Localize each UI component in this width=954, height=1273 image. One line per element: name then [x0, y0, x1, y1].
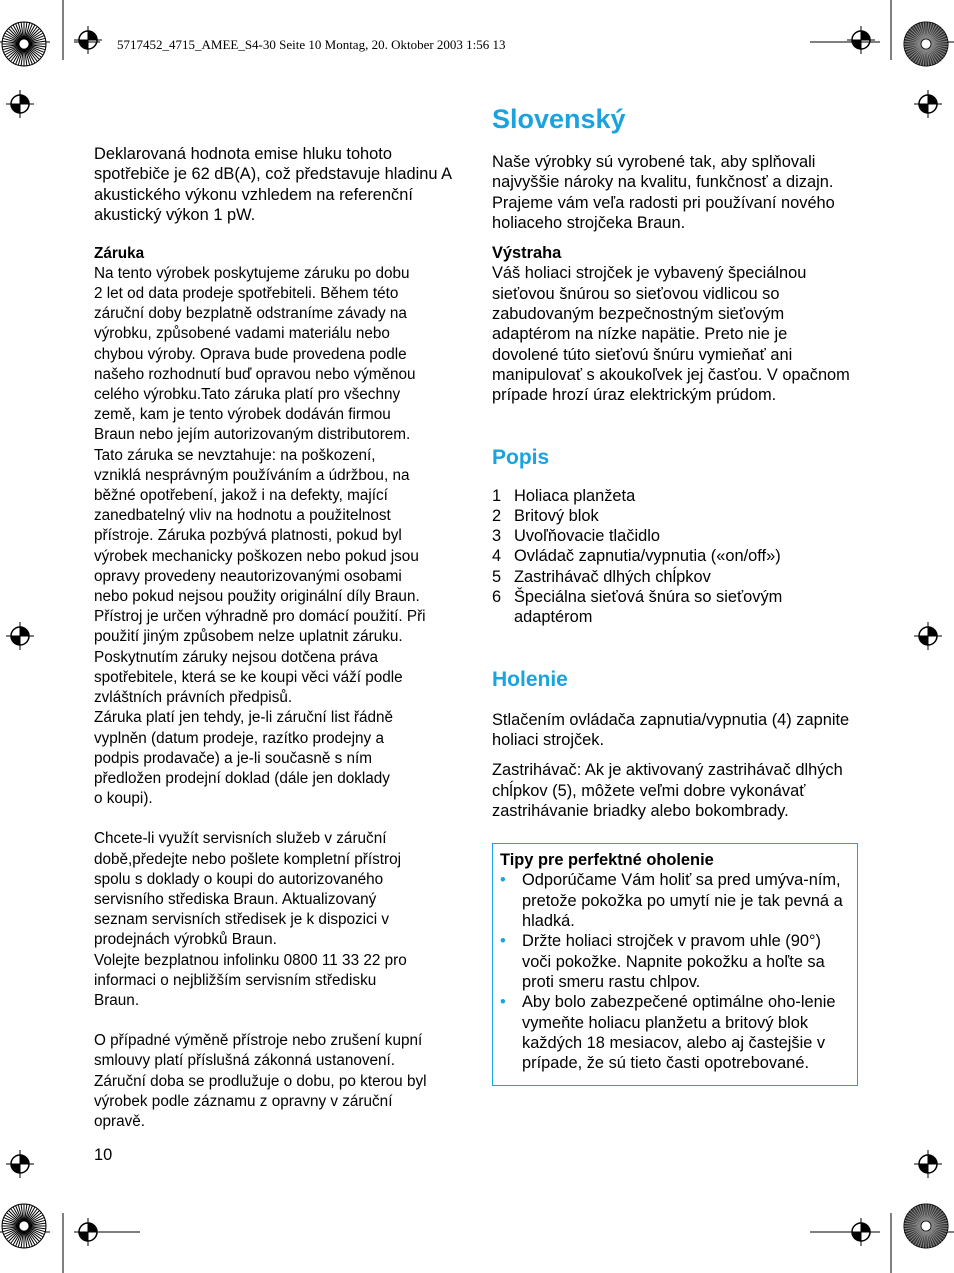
- warranty-line: zanedbatelný vliv na hodnotu a použitelnost: [94, 507, 391, 525]
- warranty-line: Na tento výrobek poskytujeme záruku po dobu: [94, 264, 410, 282]
- starburst-icon: [2, 1204, 46, 1248]
- warranty-line: spotřebitele, která se ke koupi věci váží podle: [94, 668, 403, 686]
- parts-item-label: Holiaca planžeta: [514, 486, 636, 505]
- starburst-icon: [904, 22, 948, 66]
- warranty-line: podpis prodavače) a je-li současně s ním: [94, 749, 373, 767]
- service-line: Volejte bezplatnou infolinku 0800 11 33 22 pro: [94, 951, 407, 969]
- registration-crosshairs: [6, 26, 942, 1246]
- tips-heading: Tipy pre perfektné oholenie: [500, 851, 714, 870]
- parts-item-number: 4: [492, 547, 502, 566]
- parts-item-number: 5: [492, 567, 502, 586]
- crosshair-icon: [74, 26, 102, 54]
- warranty-line: použití jiným způsobem nelze uplatnit záruku.: [94, 628, 403, 646]
- warranty-line: 2 let od data prodeje spotřebiteli. Během této: [94, 285, 399, 303]
- service-line: prodejnách výrobků Braun.: [94, 931, 277, 949]
- bullet-icon: •: [500, 932, 506, 951]
- service-line: době,předejte nebo pošlete kompletní přístroj: [94, 850, 401, 868]
- holenie-paragraph-2: Zastrihávač: Ak je aktivovaný zastrihávač dlhých chĺpkov (5), môžete veľmi dobre vykonávať zastrihávanie briadky alebo bokombrady.: [492, 761, 843, 820]
- exchange-line: O případné výměně přístroje nebo zrušení kupní: [94, 1032, 423, 1050]
- crosshair-icon: [6, 622, 34, 650]
- bullet-icon: •: [500, 871, 506, 890]
- warranty-line: země, kam je tento výrobek dodáván firmou: [94, 406, 391, 424]
- warranty-line: Záruka platí jen tehdy, je-li záruční list řádně: [94, 709, 393, 727]
- starburst-icon: [904, 1204, 948, 1248]
- warranty-line: vyplněn (datum prodeje, razítko prodejny a: [94, 729, 384, 747]
- crosshair-icon: [914, 90, 942, 118]
- warranty-line: opravy provedeny neautorizovanými osobami: [94, 567, 402, 585]
- parts-item-number: 3: [492, 527, 502, 546]
- parts-item-label: Zastrihávač dlhých chĺpkov: [514, 567, 711, 586]
- registration-starbursts: [2, 22, 948, 1248]
- parts-item-label: Špeciálna sieťová šnúra so sieťovým adaptérom: [514, 588, 783, 627]
- parts-item-label: Ovládač zapnutia/vypnutia («on/off»): [514, 547, 781, 566]
- warranty-line: celého výrobku.Tato záruka platí pro všechny: [94, 386, 401, 404]
- service-line: servisního střediska Braun. Aktualizovaný: [94, 890, 377, 908]
- page-number: 10: [94, 1146, 113, 1164]
- popis-heading: Popis: [492, 445, 550, 469]
- warranty-line: záruční doby bezplatně odstraníme závady na: [94, 305, 407, 323]
- crosshair-icon: [847, 1218, 875, 1246]
- warranty-heading: Záruka: [94, 244, 145, 262]
- intro-paragraph: Naše výrobky sú vyrobené tak, aby splňovali najvyššie nároky na kvalitu, funkčnosť a dizajn. Prajeme vám veľa radosti pri používaní nového holiaceho strojčeka Braun.: [492, 153, 835, 232]
- crosshair-icon: [6, 90, 34, 118]
- warranty-line: Přístroj je určen výhradně pro domácí použití. Při: [94, 608, 426, 626]
- service-line: informaci o nejbližším servisním středisku: [94, 971, 377, 989]
- warranty-line: nebo pokud nejsou použity originální díly Braun.: [94, 588, 420, 606]
- warranty-line: předložen prodejní doklad (dále jen doklady: [94, 769, 390, 787]
- warranty-line: Poskytnutím záruky nejsou dotčena práva: [94, 648, 378, 666]
- warranty-line: výrobek mechanicky poškozen nebo pokud jsou: [94, 547, 419, 565]
- warranty-line: výrobku, způsobené vadami materiálu nebo: [94, 325, 390, 343]
- service-line: seznam servisních středisek je k dispozici v: [94, 911, 389, 929]
- crosshair-icon: [6, 1150, 34, 1178]
- service-line: Chcete-li využít servisních služeb v záruční: [94, 830, 387, 848]
- warning-heading: Výstraha: [492, 244, 562, 263]
- warning-paragraph: Váš holiaci strojček je vybavený špeciálnou sieťovou šnúrou so sieťovou vidlicou so zabudovaným bezpečnostným sieťovým adaptérom na nízke napätie. Preto nie je dovolené túto sieťovú šnúru vymieňať ani manipulovať s akoukoľvek jej časťou. V opačnom prípade hrozí úraz elektrickým prúdom.: [492, 264, 850, 405]
- warranty-line: běžné opotřebení, jakož i na defekty, mající: [94, 487, 388, 505]
- warranty-line: Tato záruka se nevztahuje: na poškození,: [94, 446, 376, 464]
- parts-item-number: 2: [492, 506, 502, 525]
- warranty-line: zvláštních právních předpisů.: [94, 689, 293, 707]
- crosshair-icon: [74, 1218, 102, 1246]
- warranty-line: vzniklá nesprávným používáním a údržbou, na: [94, 466, 410, 484]
- bullet-icon: •: [500, 993, 506, 1012]
- holenie-paragraph-1: Stlačením ovládača zapnutia/vypnutia (4) zapnite holiaci strojček.: [492, 710, 850, 749]
- page-title: Slovenský: [492, 104, 626, 134]
- exchange-line: výrobek podle záznamu z opravny v záruční: [94, 1092, 393, 1110]
- service-line: Braun.: [94, 991, 140, 1009]
- holenie-heading: Holenie: [492, 667, 568, 691]
- warranty-line: našeho rozhodnutí buď opravou nebo výměnou: [94, 365, 416, 383]
- warranty-line: o koupi).: [94, 790, 153, 808]
- crosshair-icon: [914, 1150, 942, 1178]
- tip-text: Držte holiaci strojček v pravom uhle (90°) voči pokožke. Napnite pokožku a hoľte sa proti smeru rastu chlpov.: [522, 932, 825, 991]
- parts-item-number: 1: [492, 486, 502, 505]
- warranty-line: chybou výroby. Oprava bude provedena podle: [94, 345, 407, 363]
- noise-emission-paragraph: Deklarovaná hodnota emise hluku tohoto spotřebiče je 62 dB(A), což představuje hladinu A akustického výkonu vzhledem na referenční akustický výkon 1 pW.: [94, 145, 452, 225]
- warranty-line: přístroje. Záruka pozbývá platnosti, pokud byl: [94, 527, 402, 545]
- tip-text: Odporúčame Vám holiť sa pred umýva-ním, pretože pokožka po umytí nie je tak pevná a hladká.: [522, 871, 843, 931]
- parts-item-label: Britový blok: [514, 506, 599, 525]
- crosshair-icon: [914, 622, 942, 650]
- tip-text: Aby bolo zabezpečené optimálne oho-lenie vymeňte holiacu planžetu a britový blok každých 18 mesiacov, alebo aj častejšie v prípade, že sú tieto časti opotrebované.: [522, 993, 836, 1073]
- exchange-line: Záruční doba se prodlužuje o dobu, po kterou byl: [94, 1072, 427, 1090]
- parts-item-number: 6: [492, 588, 502, 607]
- warranty-line: Braun nebo jejím autorizovaným distributorem.: [94, 426, 411, 444]
- print-header: 5717452_4715_AMEE_S4-30 Seite 10 Montag, 20. Oktober 2003 1:56 13: [117, 37, 506, 52]
- service-line: spolu s doklady o koupi do autorizovaného: [94, 870, 384, 888]
- crosshair-icon: [847, 26, 875, 54]
- starburst-icon: [2, 22, 46, 66]
- exchange-line: opravě.: [94, 1112, 146, 1130]
- parts-item-label: Uvoľňovacie tlačidlo: [514, 527, 660, 546]
- exchange-line: smlouvy platí příslušná zákonná ustanovení.: [94, 1052, 396, 1070]
